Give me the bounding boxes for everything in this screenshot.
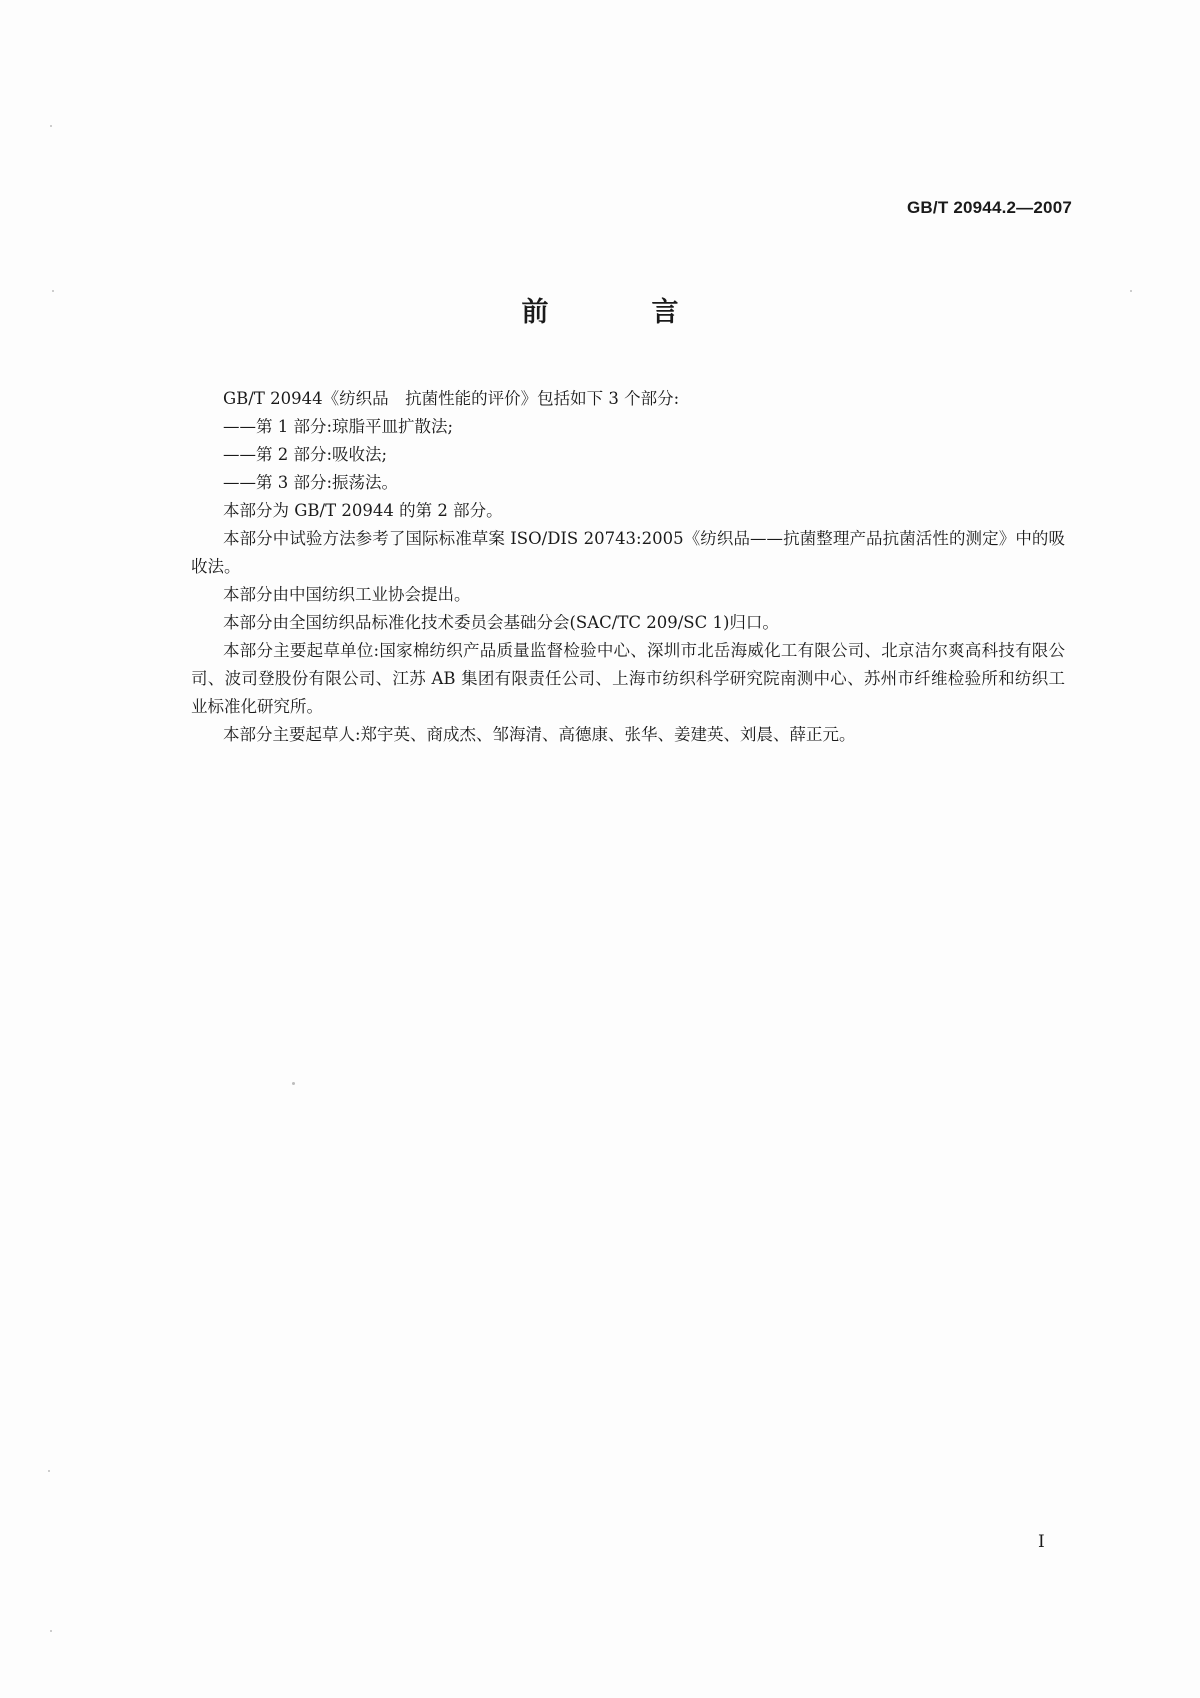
scan-speck <box>1130 290 1132 292</box>
drafting-units-paragraph: 本部分主要起草单位:国家棉纺织产品质量监督检验中心、深圳市北岳海威化工有限公司、北京洁尔爽高科技有限公司、波司登股份有限公司、江苏 AB 集团有限责任公司、上海市纺织科学研究院南测中心、苏州市纤维检验所和纺织工业标准化研究所。 <box>191 641 1065 716</box>
part-2-item: ——第 2 部分:吸收法; <box>223 445 388 464</box>
standard-number: GB/T 20944.2—2007 <box>907 198 1072 217</box>
proposer-paragraph: 本部分由中国纺织工业协会提出。 <box>223 585 471 604</box>
scope-paragraph: 本部分为 GB/T 20944 的第 2 部分。 <box>223 501 503 520</box>
part-3-item: ——第 3 部分:振荡法。 <box>223 473 399 492</box>
scan-speck <box>50 1630 52 1632</box>
drafters-paragraph: 本部分主要起草人:郑宇英、商成杰、邹海清、高德康、张华、姜建英、刘晨、薛正元。 <box>223 725 856 744</box>
intro-paragraph: GB/T 20944《纺织品 抗菌性能的评价》包括如下 3 个部分: <box>223 389 680 408</box>
page-number: I <box>1038 1532 1045 1552</box>
scan-speck <box>48 1470 50 1472</box>
reference-paragraph: 本部分中试验方法参考了国际标准草案 ISO/DIS 20743:2005《纺织品——抗菌整理产品抗菌活性的测定》中的吸收法。 <box>191 529 1065 576</box>
scan-speck <box>292 1082 295 1085</box>
part-1-item: ——第 1 部分:琼脂平皿扩散法; <box>223 417 454 436</box>
scan-speck <box>52 290 54 292</box>
committee-paragraph: 本部分由全国纺织品标准化技术委员会基础分会(SAC/TC 209/SC 1)归口。 <box>223 613 779 632</box>
scan-speck <box>50 125 52 127</box>
foreword-body <box>191 385 1065 749</box>
page-title: 前 言 <box>521 297 717 328</box>
